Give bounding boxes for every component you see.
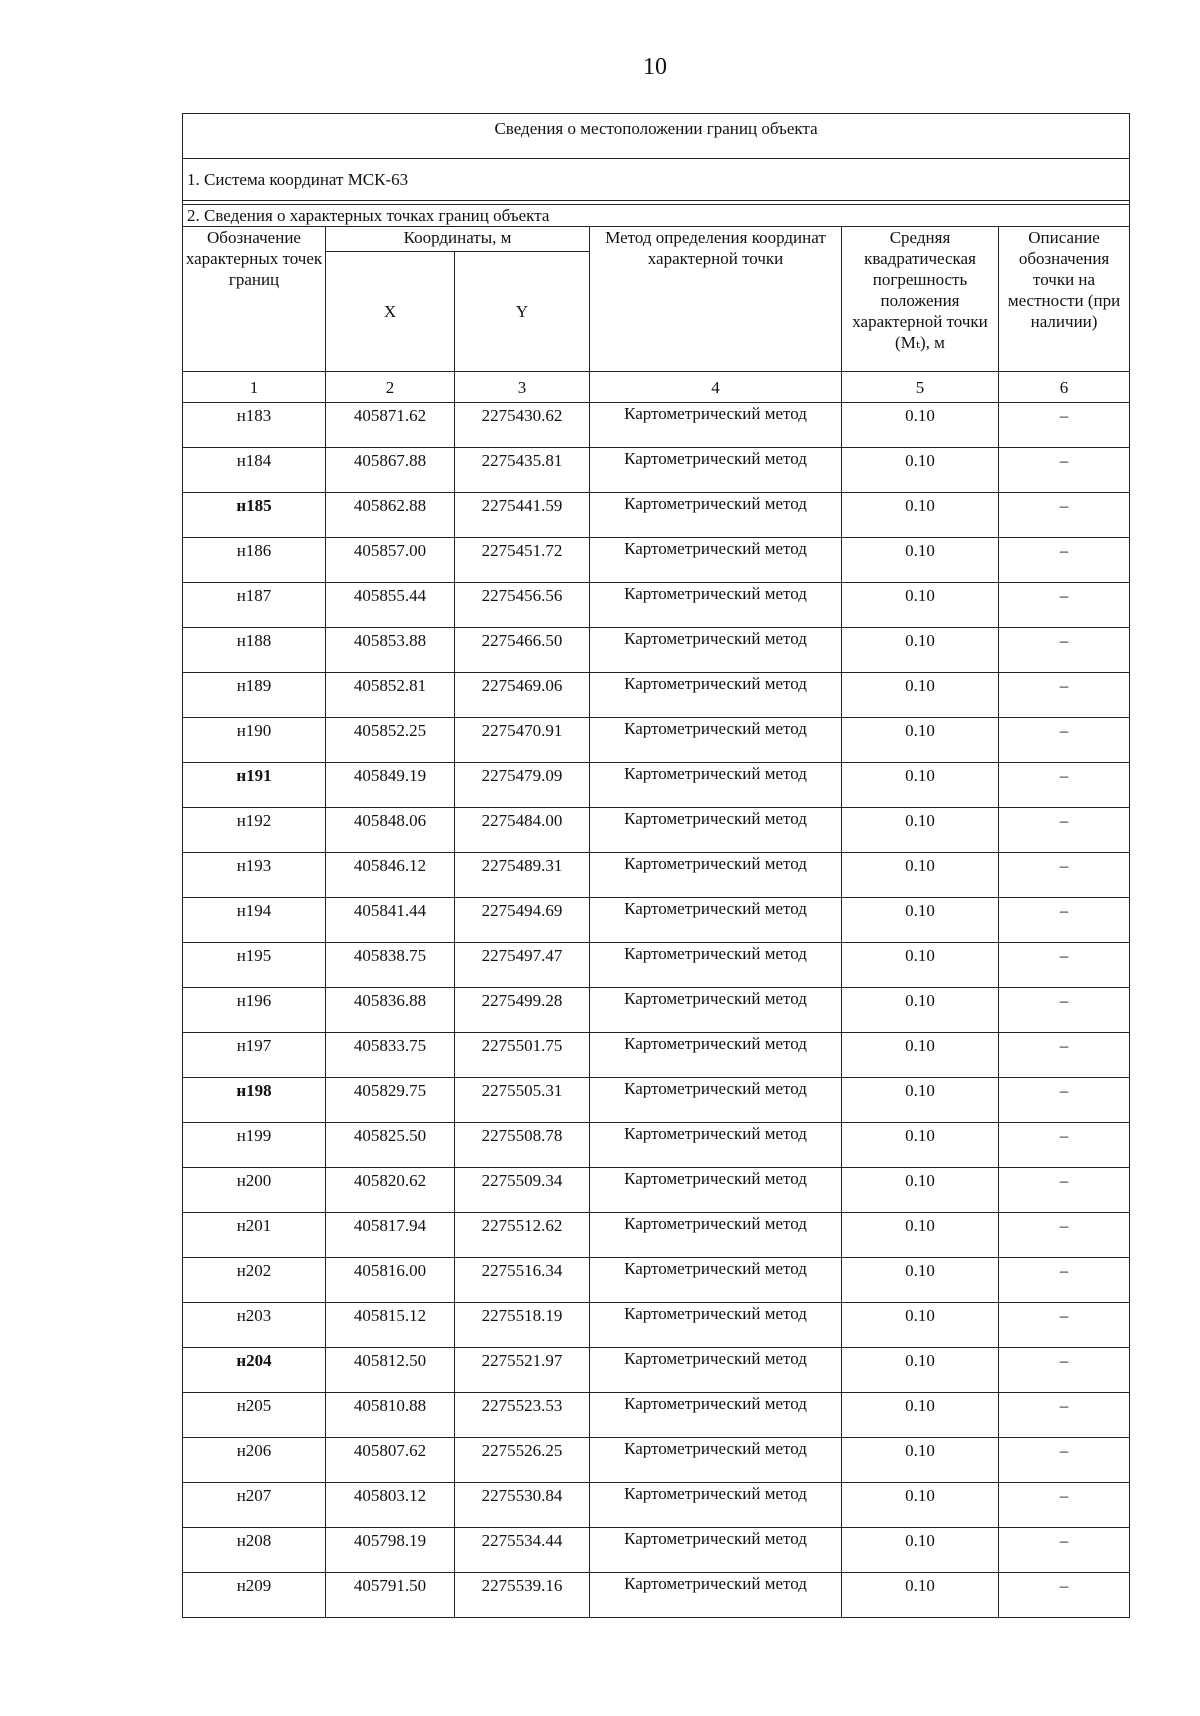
point-cell: н195 [183, 943, 326, 988]
description-cell: – [999, 1123, 1130, 1168]
header-designation: Обозначение характерных точек границ [183, 227, 326, 372]
y-cell: 2275534.44 [455, 1528, 590, 1573]
method-cell: Картометрический метод [590, 1213, 842, 1258]
description-cell: – [999, 1258, 1130, 1303]
column-number: 1 [183, 372, 326, 403]
description-cell: – [999, 1213, 1130, 1258]
table-row [183, 448, 1130, 493]
error-cell: 0.10 [842, 1033, 999, 1078]
y-cell: 2275466.50 [455, 628, 590, 673]
point-cell: н190 [183, 718, 326, 763]
error-cell: 0.10 [842, 718, 999, 763]
point-cell: н187 [183, 583, 326, 628]
table-row [183, 1168, 1130, 1213]
table-row [183, 988, 1130, 1033]
error-cell: 0.10 [842, 1078, 999, 1123]
point-cell: н208 [183, 1528, 326, 1573]
description-cell: – [999, 853, 1130, 898]
method-cell: Картометрический метод [590, 1393, 842, 1438]
table-row [183, 1438, 1130, 1483]
description-cell: – [999, 1573, 1130, 1618]
point-cell: н200 [183, 1168, 326, 1213]
x-cell: 405852.25 [326, 718, 455, 763]
error-cell: 0.10 [842, 898, 999, 943]
x-cell: 405855.44 [326, 583, 455, 628]
x-cell: 405846.12 [326, 853, 455, 898]
method-cell: Картометрический метод [590, 1348, 842, 1393]
table-row [183, 403, 1130, 448]
x-cell: 405829.75 [326, 1078, 455, 1123]
x-cell: 405857.00 [326, 538, 455, 583]
table-row [183, 718, 1130, 763]
error-cell: 0.10 [842, 763, 999, 808]
y-cell: 2275499.28 [455, 988, 590, 1033]
method-cell: Картометрический метод [590, 673, 842, 718]
point-cell: н197 [183, 1033, 326, 1078]
description-cell: – [999, 898, 1130, 943]
point-cell: н209 [183, 1573, 326, 1618]
error-cell: 0.10 [842, 583, 999, 628]
x-cell: 405825.50 [326, 1123, 455, 1168]
method-cell: Картометрический метод [590, 1033, 842, 1078]
table-row [183, 1258, 1130, 1303]
method-cell: Картометрический метод [590, 448, 842, 493]
error-cell: 0.10 [842, 1348, 999, 1393]
error-cell: 0.10 [842, 943, 999, 988]
y-cell: 2275451.72 [455, 538, 590, 583]
header-method: Метод определения координат характерной точки [590, 227, 842, 372]
y-cell: 2275518.19 [455, 1303, 590, 1348]
point-cell: н205 [183, 1393, 326, 1438]
description-cell: – [999, 403, 1130, 448]
method-cell: Картометрический метод [590, 943, 842, 988]
y-cell: 2275530.84 [455, 1483, 590, 1528]
point-cell: н189 [183, 673, 326, 718]
error-cell: 0.10 [842, 1573, 999, 1618]
y-cell: 2275526.25 [455, 1438, 590, 1483]
y-cell: 2275509.34 [455, 1168, 590, 1213]
method-cell: Картометрический метод [590, 898, 842, 943]
point-cell: н185 [183, 493, 326, 538]
point-cell: н198 [183, 1078, 326, 1123]
table-title: Сведения о местоположении границ объекта [183, 114, 1130, 159]
table-row [183, 1213, 1130, 1258]
method-cell: Картометрический метод [590, 1078, 842, 1123]
header-x: X [326, 252, 455, 372]
x-cell: 405838.75 [326, 943, 455, 988]
column-numbers-row [183, 372, 1130, 403]
page-number: 10 [643, 54, 667, 80]
y-cell: 2275484.00 [455, 808, 590, 853]
description-cell: – [999, 763, 1130, 808]
error-cell: 0.10 [842, 1528, 999, 1573]
description-cell: – [999, 808, 1130, 853]
description-cell: – [999, 1033, 1130, 1078]
error-cell: 0.10 [842, 808, 999, 853]
table-row [183, 493, 1130, 538]
error-cell: 0.10 [842, 1213, 999, 1258]
method-cell: Картометрический метод [590, 1258, 842, 1303]
method-cell: Картометрический метод [590, 1303, 842, 1348]
method-cell: Картометрический метод [590, 583, 842, 628]
x-cell: 405810.88 [326, 1393, 455, 1438]
error-cell: 0.10 [842, 628, 999, 673]
point-cell: н186 [183, 538, 326, 583]
point-cell: н194 [183, 898, 326, 943]
point-cell: н191 [183, 763, 326, 808]
error-cell: 0.10 [842, 403, 999, 448]
point-cell: н199 [183, 1123, 326, 1168]
coordinate-system: 1. Система координат МСК-63 [183, 159, 1130, 201]
error-cell: 0.10 [842, 1168, 999, 1213]
y-cell: 2275489.31 [455, 853, 590, 898]
point-cell: н207 [183, 1483, 326, 1528]
table-row [183, 1573, 1130, 1618]
point-cell: н206 [183, 1438, 326, 1483]
point-cell: н188 [183, 628, 326, 673]
description-cell: – [999, 988, 1130, 1033]
y-cell: 2275505.31 [455, 1078, 590, 1123]
point-cell: н184 [183, 448, 326, 493]
method-cell: Картометрический метод [590, 1438, 842, 1483]
table-row [183, 943, 1130, 988]
error-cell: 0.10 [842, 1258, 999, 1303]
point-cell: н193 [183, 853, 326, 898]
y-cell: 2275521.97 [455, 1348, 590, 1393]
table-row [183, 1303, 1130, 1348]
header-y: Y [455, 252, 590, 372]
table-row [183, 673, 1130, 718]
table-row [183, 763, 1130, 808]
x-cell: 405836.88 [326, 988, 455, 1033]
x-cell: 405820.62 [326, 1168, 455, 1213]
point-cell: н204 [183, 1348, 326, 1393]
error-cell: 0.10 [842, 1303, 999, 1348]
error-cell: 0.10 [842, 448, 999, 493]
error-cell: 0.10 [842, 538, 999, 583]
y-cell: 2275435.81 [455, 448, 590, 493]
y-cell: 2275441.59 [455, 493, 590, 538]
description-cell: – [999, 1528, 1130, 1573]
y-cell: 2275501.75 [455, 1033, 590, 1078]
x-cell: 405849.19 [326, 763, 455, 808]
error-cell: 0.10 [842, 1123, 999, 1168]
x-cell: 405833.75 [326, 1033, 455, 1078]
description-cell: – [999, 1168, 1130, 1213]
description-cell: – [999, 583, 1130, 628]
error-cell: 0.10 [842, 853, 999, 898]
x-cell: 405867.88 [326, 448, 455, 493]
y-cell: 2275470.91 [455, 718, 590, 763]
table-row [183, 1078, 1130, 1123]
x-cell: 405852.81 [326, 673, 455, 718]
header-description: Описание обозначения точки на местности (при наличии) [999, 227, 1130, 372]
y-cell: 2275430.62 [455, 403, 590, 448]
method-cell: Картометрический метод [590, 628, 842, 673]
point-cell: н201 [183, 1213, 326, 1258]
description-cell: – [999, 673, 1130, 718]
y-cell: 2275516.34 [455, 1258, 590, 1303]
column-number: 2 [326, 372, 455, 403]
method-cell: Картометрический метод [590, 853, 842, 898]
table-row [183, 583, 1130, 628]
description-cell: – [999, 1078, 1130, 1123]
x-cell: 405841.44 [326, 898, 455, 943]
y-cell: 2275456.56 [455, 583, 590, 628]
description-cell: – [999, 493, 1130, 538]
x-cell: 405807.62 [326, 1438, 455, 1483]
description-cell: – [999, 943, 1130, 988]
point-cell: н192 [183, 808, 326, 853]
table-row [183, 538, 1130, 583]
method-cell: Картометрический метод [590, 1573, 842, 1618]
header-coordinates: Координаты, м [326, 227, 590, 252]
error-cell: 0.10 [842, 1393, 999, 1438]
error-cell: 0.10 [842, 673, 999, 718]
method-cell: Картометрический метод [590, 493, 842, 538]
x-cell: 405812.50 [326, 1348, 455, 1393]
x-cell: 405862.88 [326, 493, 455, 538]
column-number: 4 [590, 372, 842, 403]
x-cell: 405848.06 [326, 808, 455, 853]
description-cell: – [999, 628, 1130, 673]
column-number: 3 [455, 372, 590, 403]
method-cell: Картометрический метод [590, 538, 842, 583]
method-cell: Картометрический метод [590, 718, 842, 763]
table-row [183, 1123, 1130, 1168]
point-cell: н202 [183, 1258, 326, 1303]
table-row [183, 1528, 1130, 1573]
description-cell: – [999, 1348, 1130, 1393]
y-cell: 2275469.06 [455, 673, 590, 718]
table-row [183, 1483, 1130, 1528]
y-cell: 2275494.69 [455, 898, 590, 943]
x-cell: 405798.19 [326, 1528, 455, 1573]
method-cell: Картометрический метод [590, 403, 842, 448]
x-cell: 405815.12 [326, 1303, 455, 1348]
x-cell: 405871.62 [326, 403, 455, 448]
y-cell: 2275523.53 [455, 1393, 590, 1438]
table-row [183, 1033, 1130, 1078]
x-cell: 405816.00 [326, 1258, 455, 1303]
description-cell: – [999, 1393, 1130, 1438]
boundary-points-table [182, 113, 1130, 1618]
y-cell: 2275479.09 [455, 763, 590, 808]
description-cell: – [999, 718, 1130, 763]
error-cell: 0.10 [842, 493, 999, 538]
error-cell: 0.10 [842, 988, 999, 1033]
table-row [183, 808, 1130, 853]
description-cell: – [999, 1483, 1130, 1528]
x-cell: 405853.88 [326, 628, 455, 673]
point-cell: н183 [183, 403, 326, 448]
point-cell: н203 [183, 1303, 326, 1348]
description-cell: – [999, 1438, 1130, 1483]
method-cell: Картометрический метод [590, 763, 842, 808]
description-cell: – [999, 448, 1130, 493]
y-cell: 2275497.47 [455, 943, 590, 988]
column-number: 5 [842, 372, 999, 403]
method-cell: Картометрический метод [590, 808, 842, 853]
method-cell: Картометрический метод [590, 1168, 842, 1213]
y-cell: 2275508.78 [455, 1123, 590, 1168]
description-cell: – [999, 1303, 1130, 1348]
section-heading: 2. Сведения о характерных точках границ объекта [183, 205, 1130, 227]
method-cell: Картометрический метод [590, 988, 842, 1033]
method-cell: Картометрический метод [590, 1123, 842, 1168]
header-error: Средняя квадратическая погрешность положения характерной точки (Mₜ), м [842, 227, 999, 372]
description-cell: – [999, 538, 1130, 583]
x-cell: 405817.94 [326, 1213, 455, 1258]
point-cell: н196 [183, 988, 326, 1033]
table-row [183, 898, 1130, 943]
method-cell: Картометрический метод [590, 1528, 842, 1573]
method-cell: Картометрический метод [590, 1483, 842, 1528]
x-cell: 405791.50 [326, 1573, 455, 1618]
error-cell: 0.10 [842, 1483, 999, 1528]
error-cell: 0.10 [842, 1438, 999, 1483]
table-row [183, 628, 1130, 673]
table-row [183, 1393, 1130, 1438]
table-row [183, 853, 1130, 898]
column-number: 6 [999, 372, 1130, 403]
y-cell: 2275512.62 [455, 1213, 590, 1258]
y-cell: 2275539.16 [455, 1573, 590, 1618]
table-row [183, 1348, 1130, 1393]
x-cell: 405803.12 [326, 1483, 455, 1528]
